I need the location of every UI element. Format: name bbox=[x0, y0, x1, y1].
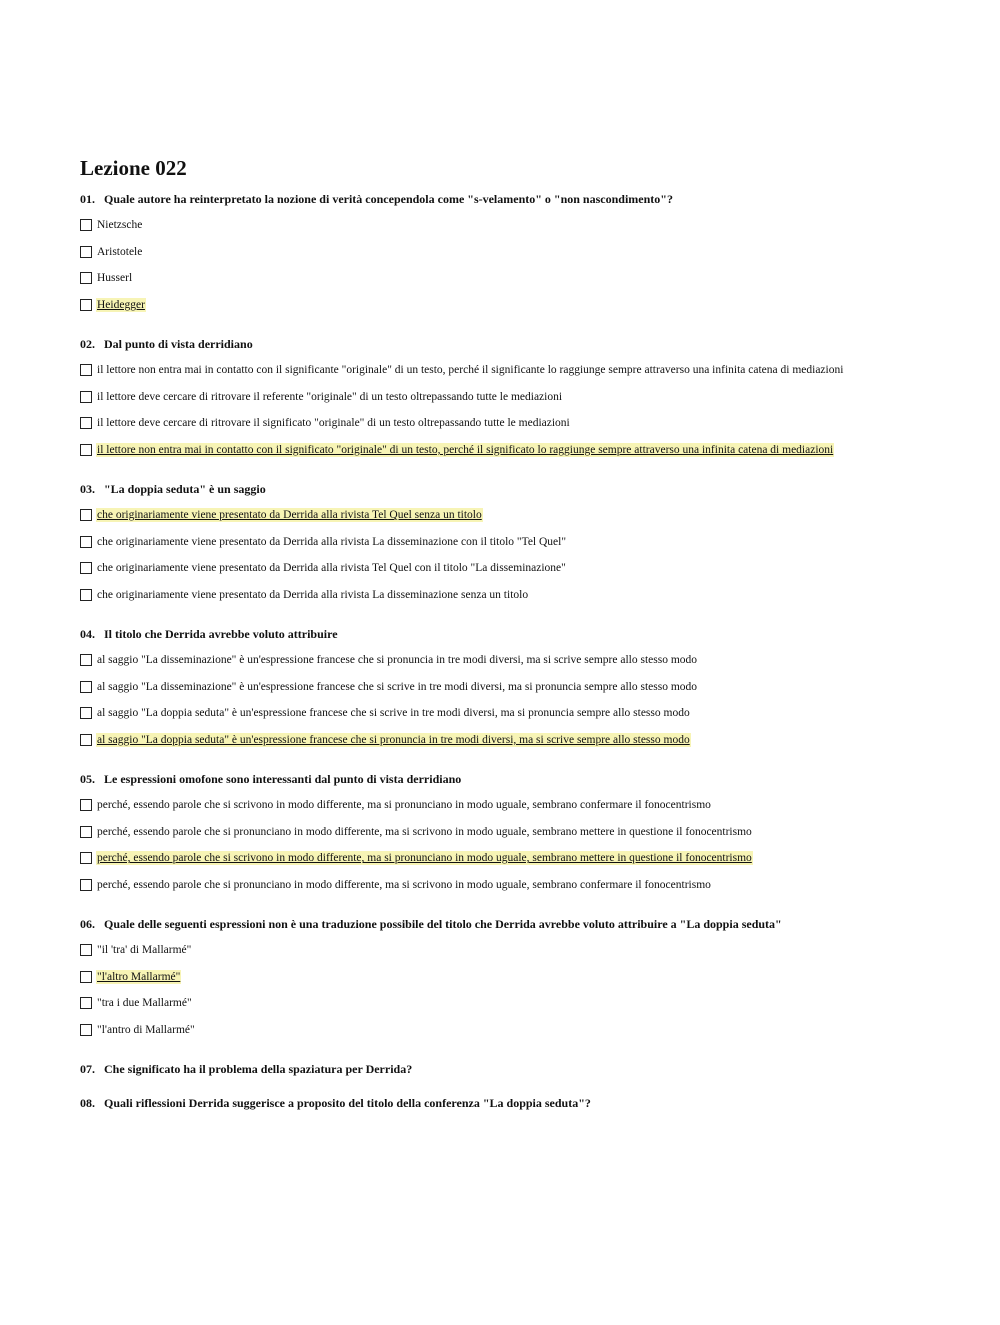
option-label: al saggio "La doppia seduta" è un'espressione francese che si scrive in tre modi diversi, ma si pronuncia sempre allo stesso modo bbox=[97, 707, 690, 720]
option-label: il lettore deve cercare di ritrovare il referente "originale" di un testo oltrepassando tutte le mediazioni bbox=[97, 390, 563, 403]
answer-option[interactable] bbox=[80, 555, 980, 582]
question-heading bbox=[80, 916, 980, 932]
checkbox[interactable] bbox=[80, 219, 92, 231]
option-label: Heidegger bbox=[97, 298, 145, 311]
checkbox[interactable] bbox=[80, 799, 92, 811]
option-label: che originariamente viene presentato da Derrida alla rivista La disseminazione senza un titolo bbox=[97, 588, 529, 601]
checkbox[interactable] bbox=[80, 707, 92, 719]
correct-answer-option[interactable] bbox=[80, 964, 980, 991]
answer-option[interactable] bbox=[80, 265, 980, 292]
answer-option[interactable] bbox=[80, 819, 980, 846]
question-8 bbox=[80, 1095, 980, 1111]
answer-option[interactable] bbox=[80, 792, 980, 819]
question-text: Dal punto di vista derridiano bbox=[104, 337, 253, 351]
option-list bbox=[80, 647, 980, 753]
answer-option[interactable] bbox=[80, 239, 980, 266]
checkbox[interactable] bbox=[80, 826, 92, 838]
checkbox[interactable] bbox=[80, 562, 92, 574]
question-text: Il titolo che Derrida avrebbe voluto attribuire bbox=[104, 627, 338, 641]
question-heading bbox=[80, 191, 980, 207]
option-label: al saggio "La disseminazione" è un'espressione francese che si scrive in tre modi diversi, ma si pronuncia sempre allo stesso modo bbox=[97, 680, 698, 693]
option-label: che originariamente viene presentato da Derrida alla rivista La disseminazione con il titolo "Tel Quel" bbox=[97, 535, 567, 548]
option-label: Aristotele bbox=[97, 245, 143, 258]
question-number: 03. bbox=[80, 482, 95, 496]
checkbox[interactable] bbox=[80, 681, 92, 693]
answer-option[interactable] bbox=[80, 872, 980, 899]
question-text: Quale delle seguenti espressioni non è una traduzione possibile del titolo che Derrida avrebbe voluto attribuire a "La doppia seduta" bbox=[104, 917, 782, 931]
question-2 bbox=[80, 336, 980, 463]
option-label: il lettore non entra mai in contatto con il significante "originale" di un testo, perché il significante lo raggiunge sempre attraverso una infinita catena di mediazioni bbox=[97, 364, 844, 377]
checkbox[interactable] bbox=[80, 364, 92, 376]
question-heading bbox=[80, 1095, 980, 1111]
question-text: "La doppia seduta" è un saggio bbox=[104, 482, 266, 496]
checkbox[interactable] bbox=[80, 589, 92, 601]
option-label: Nietzsche bbox=[97, 219, 143, 232]
option-label: al saggio "La doppia seduta" è un'espressione francese che si pronuncia in tre modi diversi, ma si scrive sempre allo stesso modo bbox=[97, 733, 690, 746]
question-number: 07. bbox=[80, 1062, 95, 1076]
question-heading bbox=[80, 336, 980, 352]
checkbox[interactable] bbox=[80, 444, 92, 456]
question-number: 05. bbox=[80, 772, 95, 786]
answer-option[interactable] bbox=[80, 410, 980, 437]
checkbox[interactable] bbox=[80, 997, 92, 1009]
answer-option[interactable] bbox=[80, 1017, 980, 1044]
answer-option[interactable] bbox=[80, 357, 980, 384]
option-list bbox=[80, 212, 980, 318]
option-label: perché, essendo parole che si scrivono in modo differente, ma si pronunciano in modo uguale, sembrano mettere in questione il fonocentrismo bbox=[97, 852, 752, 865]
correct-answer-option[interactable] bbox=[80, 727, 980, 754]
option-label: al saggio "La disseminazione" è un'espressione francese che si pronuncia in tre modi diversi, ma si scrive sempre allo stesso modo bbox=[97, 654, 698, 667]
question-number: 01. bbox=[80, 192, 95, 206]
question-heading bbox=[80, 626, 980, 642]
question-number: 06. bbox=[80, 917, 95, 931]
checkbox[interactable] bbox=[80, 246, 92, 258]
correct-answer-option[interactable] bbox=[80, 845, 980, 872]
option-label: perché, essendo parole che si scrivono in modo differente, ma si pronunciano in modo uguale, sembrano confermare il fonocentrismo bbox=[97, 799, 711, 812]
question-text: Quali riflessioni Derrida suggerisce a proposito del titolo della conferenza "La doppia seduta"? bbox=[104, 1096, 591, 1110]
question-5 bbox=[80, 771, 980, 898]
checkbox[interactable] bbox=[80, 536, 92, 548]
checkbox[interactable] bbox=[80, 299, 92, 311]
option-label: il lettore deve cercare di ritrovare il significato "originale" di un testo oltrepassando tutte le mediazioni bbox=[97, 417, 570, 430]
option-list bbox=[80, 357, 980, 463]
option-list bbox=[80, 502, 980, 608]
question-4 bbox=[80, 626, 980, 753]
checkbox[interactable] bbox=[80, 944, 92, 956]
checkbox[interactable] bbox=[80, 734, 92, 746]
correct-answer-option[interactable] bbox=[80, 292, 980, 319]
option-label: "l'altro Mallarmé" bbox=[97, 970, 181, 983]
document-page bbox=[80, 155, 980, 1129]
question-3 bbox=[80, 481, 980, 608]
question-heading bbox=[80, 481, 980, 497]
answer-option[interactable] bbox=[80, 582, 980, 609]
checkbox[interactable] bbox=[80, 852, 92, 864]
option-label: perché, essendo parole che si pronunciano in modo differente, ma si scrivono in modo uguale, sembrano confermare il fonocentrismo bbox=[97, 878, 711, 891]
question-number: 02. bbox=[80, 337, 95, 351]
correct-answer-option[interactable] bbox=[80, 502, 980, 529]
option-label: che originariamente viene presentato da Derrida alla rivista Tel Quel con il titolo "La disseminazione" bbox=[97, 562, 566, 575]
option-label: "l'antro di Mallarmé" bbox=[97, 1023, 195, 1036]
option-label: il lettore non entra mai in contatto con il significato "originale" di un testo, perché il significato lo raggiunge sempre attraverso una infinita catena di mediazioni bbox=[97, 443, 834, 456]
checkbox[interactable] bbox=[80, 879, 92, 891]
checkbox[interactable] bbox=[80, 1024, 92, 1036]
question-number: 08. bbox=[80, 1096, 95, 1110]
answer-option[interactable] bbox=[80, 212, 980, 239]
question-text: Quale autore ha reinterpretato la nozione di verità concependola come "s-velamento" o "non nascondimento"? bbox=[104, 192, 673, 206]
question-heading bbox=[80, 1061, 980, 1077]
checkbox[interactable] bbox=[80, 971, 92, 983]
checkbox[interactable] bbox=[80, 391, 92, 403]
option-label: Husserl bbox=[97, 272, 133, 285]
correct-answer-option[interactable] bbox=[80, 437, 980, 464]
answer-option[interactable] bbox=[80, 529, 980, 556]
checkbox[interactable] bbox=[80, 509, 92, 521]
question-text: Che significato ha il problema della spaziatura per Derrida? bbox=[104, 1062, 413, 1076]
question-heading bbox=[80, 771, 980, 787]
question-number: 04. bbox=[80, 627, 95, 641]
option-label: che originariamente viene presentato da Derrida alla rivista Tel Quel senza un titolo bbox=[97, 509, 482, 522]
option-label: "tra i due Mallarmé" bbox=[97, 997, 192, 1010]
answer-option[interactable] bbox=[80, 990, 980, 1017]
checkbox[interactable] bbox=[80, 272, 92, 284]
option-label: "il 'tra' di Mallarmé" bbox=[97, 944, 192, 957]
question-7 bbox=[80, 1061, 980, 1077]
question-6 bbox=[80, 916, 980, 1043]
question-text: Le espressioni omofone sono interessanti dal punto di vista derridiano bbox=[104, 772, 462, 786]
answer-option[interactable] bbox=[80, 700, 980, 727]
page-title: Lezione 022 bbox=[80, 156, 187, 180]
answer-option[interactable] bbox=[80, 937, 980, 964]
option-list bbox=[80, 937, 980, 1043]
question-list bbox=[80, 191, 980, 1111]
question-1 bbox=[80, 191, 980, 318]
answer-option[interactable] bbox=[80, 384, 980, 411]
option-label: perché, essendo parole che si pronunciano in modo differente, ma si scrivono in modo uguale, sembrano mettere in questione il fonocentrismo bbox=[97, 825, 752, 838]
answer-option[interactable] bbox=[80, 647, 980, 674]
answer-option[interactable] bbox=[80, 674, 980, 701]
option-list bbox=[80, 792, 980, 898]
checkbox[interactable] bbox=[80, 654, 92, 666]
checkbox[interactable] bbox=[80, 417, 92, 429]
